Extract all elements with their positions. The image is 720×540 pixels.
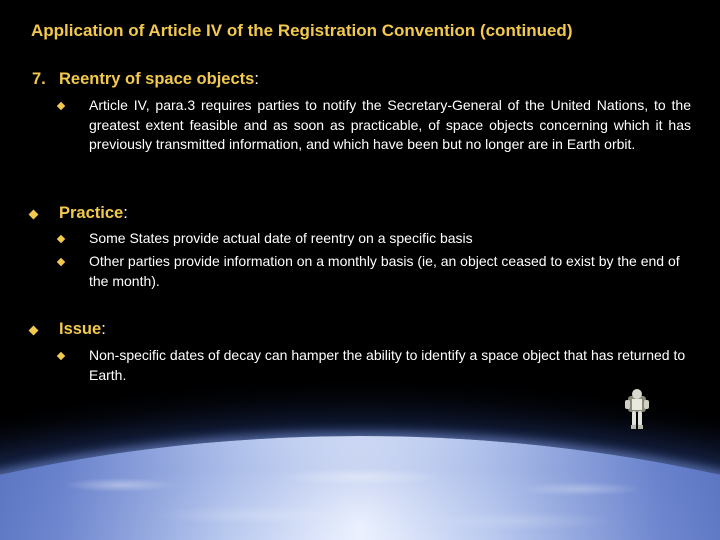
bullet-diamond-icon <box>29 210 39 220</box>
bullet-diamond-icon <box>57 352 65 360</box>
heading-colon: : <box>254 70 259 88</box>
astronaut-image <box>622 388 652 432</box>
bullet-diamond-icon <box>57 258 65 266</box>
slide-title: Application of Article IV of the Registration Convention (continued) <box>31 21 573 40</box>
section-heading-practice <box>59 204 128 223</box>
heading-text: Practice <box>59 204 124 222</box>
list-item: Some States provide actual date of reentry on a specific basis <box>89 230 473 246</box>
bullet-diamond-icon <box>29 326 39 336</box>
list-item: Non-specific dates of decay can hamper the ability to identify a space object that has returned to Earth. <box>89 347 686 383</box>
heading-colon: : <box>123 204 128 222</box>
list-item: Other parties provide information on a monthly basis (ie, an object ceased to exist by the end of the month). <box>89 253 680 289</box>
section-heading-reentry <box>59 70 259 89</box>
section-number: 7. <box>32 70 46 88</box>
heading-text: Issue <box>59 320 102 338</box>
heading-text: Reentry of space objects <box>59 70 255 88</box>
cloud-layer <box>0 455 720 540</box>
bullet-diamond-icon <box>57 102 65 110</box>
bullet-diamond-icon <box>57 235 65 243</box>
heading-colon: : <box>101 320 106 338</box>
section-heading-issue <box>59 320 106 339</box>
list-item: Article IV, para.3 requires parties to notify the Secretary-General of the United Nations, to the greatest extent feasible and as soon as practicable, of space objects concerning which it has previously transmitted information, and which have been but no longer are in Earth orbit. <box>89 97 691 152</box>
